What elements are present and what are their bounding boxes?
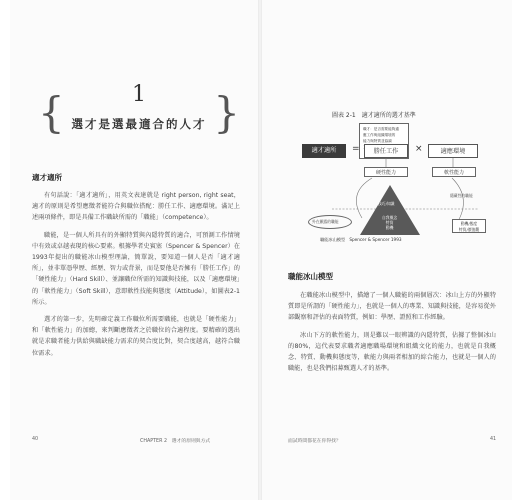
left-brace: { xyxy=(38,88,65,137)
motive-box: 動機/態度 特質/價值觀 xyxy=(452,219,486,233)
page-number-left: 40 xyxy=(32,437,39,442)
page-number-right: 41 xyxy=(490,437,497,442)
running-head-right: 面試時間都花在你得找？ xyxy=(288,439,341,444)
box-adapt-environment: 適應環境 xyxy=(428,144,478,158)
figure-title: 圖表 2-1 適才適所的選才基準 xyxy=(332,112,416,119)
hidden-competency-label: 隱藏性的職能 xyxy=(450,193,473,198)
paragraph: 職能，是一個人所具有的外顯特質與內隱特質的適合，可預測工作情境中有效或卓越表現的核心要素。根據學者史賓塞（Spencer & Spencer）在1993年提出的職能冰山模型理論，簡單說，要知道一個人是否「適才適所」，並非單憑學歷、經歷、智力或背景，而是要他是否擁有「勝任工作」的「硬性能力」（Hard Skill）、並讓職位所需的知識與技能，以及「適應環境」的「軟性能力」（Soft Skill），意即軟性技能與態度（Attitude），如圖表2-1所示。 xyxy=(32,231,240,306)
box-fit-right-place: 適才適所 xyxy=(302,144,346,158)
legend-line: 能力與特質並協調 xyxy=(363,139,392,143)
chapter-title: 選才是選最適合的人才 xyxy=(71,117,207,131)
paragraph: 冰山下方的軟性能力，則是難以一眼辨識的內隱特質，佔據了整個冰山的80%，這代表要求職者適應職場環境和組織文化的能力，也就是自我概念、特質、動機與態度等，軟能力與兩者相加的綜合能力，也就是一個人的職能，也是我們招募甄選人才的基準。 xyxy=(288,331,496,373)
left-page xyxy=(10,0,258,500)
visible-competency-label: 外在顯露的職能 xyxy=(312,219,339,224)
right-brace: } xyxy=(213,88,240,137)
times-sign: × xyxy=(415,144,423,154)
chapter-heading xyxy=(30,78,248,152)
soft-skill-label: 軟性能力 xyxy=(432,167,476,177)
box-job-competence: 勝任工作 xyxy=(364,144,408,158)
running-head-left: CHAPTER 2 選才的原則與方式 xyxy=(140,439,211,444)
competency-diagram xyxy=(302,123,502,253)
iceberg-top-label: 技巧/知識 xyxy=(378,201,395,206)
chapter-number: 1 xyxy=(132,82,146,107)
equals-sign: = xyxy=(352,144,360,154)
paragraph: 有句話說：「適才適所」，用英文表達就是 right person, right seat，適才的原則是希望應徵者能符合與職位搭配：勝任工作、適應環境。滿足上述兩項條件，即是具備工作職缺所需的「職能」（competence）。 xyxy=(32,192,240,222)
figure-caption: 職能冰山模型 Spencer & Spencer 1993 xyxy=(320,237,402,242)
section-title-iceberg: 職能冰山模型 xyxy=(288,272,333,281)
legend-line: 應工作與組織環境的 xyxy=(363,133,396,137)
section-title-fit: 適才適所 xyxy=(32,173,62,182)
legend-line: 職才：是否需要能夠適 xyxy=(363,127,399,131)
right-body xyxy=(288,290,496,380)
paragraph: 選才的第一步，先明確定義工作職位所需要職能，也就是「硬性能力」和「軟性能力」的加總，來判斷應徵者之於職位的合適程度。要精確的選出就是求職者能力供給與職缺能力需求的契合度比對，契合度越高，越符合職位需求。 xyxy=(32,316,240,357)
iceberg-mid-label: 自我概念 特質 動機 xyxy=(382,215,398,230)
left-body xyxy=(32,190,240,365)
right-page xyxy=(262,0,512,500)
hard-skill-label: 硬性能力 xyxy=(364,167,408,177)
paragraph: 在職能冰山模型中，描繪了一個人職能的兩個層次：冰山上方的外顯特質即是所謂的「硬性能力」，也就是一個人的專業、知識與技能，是容易從外部觀察和評估的表面特質，例如：學歷、證照和工作經驗。 xyxy=(288,292,496,322)
